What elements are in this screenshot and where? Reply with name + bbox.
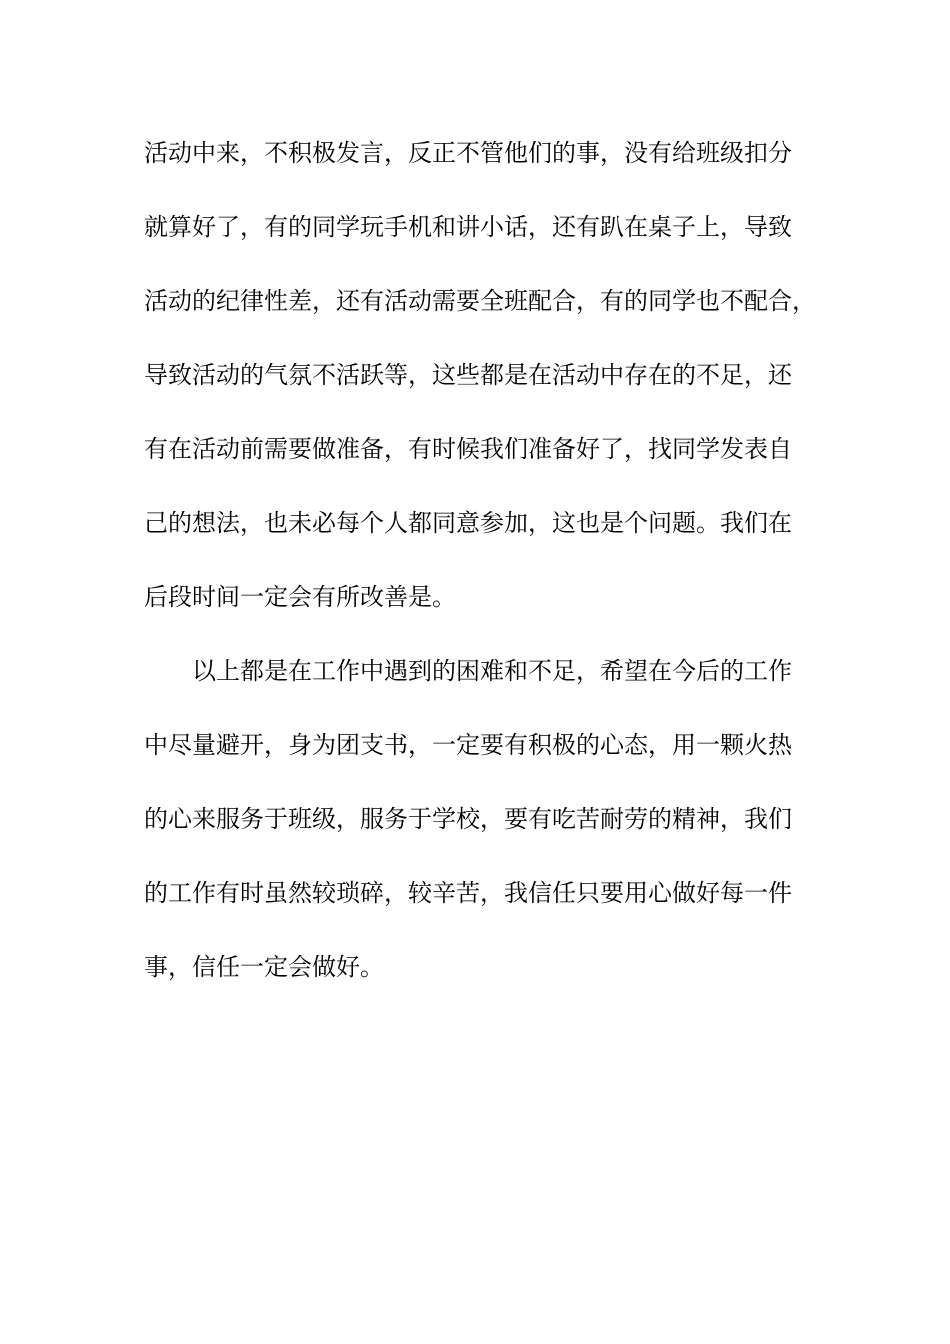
text-line: 后段时间一定会有所改善是。 [144,583,456,611]
text-line: 己的想法，也未必每个人都同意参加，这也是个问题。我们在 [144,509,792,537]
text-line: 有在活动前需要做准备，有时候我们准备好了，找同学发表自 [144,435,792,463]
text-line: 中尽量避开，身为团支书，一定要有积极的心态，用一颗火热 [144,731,792,759]
body-text [144,128,824,1016]
text-line: 活动中来，不积极发言，反正不管他们的事，没有给班级扣分 [144,139,792,167]
text-line: 导致活动的气氛不活跃等，这些都是在活动中存在的不足，还 [144,361,792,389]
text-line: 的心来服务于班级，服务于学校，要有吃苦耐劳的精神，我们 [144,805,792,833]
text-line: 的工作有时虽然较琐碎，较辛苦，我信任只要用心做好每一件 [144,879,792,907]
paragraph-first-line: 以上都是在工作中遇到的困难和不足，希望在今后的工作 [192,657,792,685]
text-line: 事，信任一定会做好。 [144,953,384,981]
text-line: 活动的纪律性差，还有活动需要全班配合，有的同学也不配合， [144,287,816,315]
text-line: 就算好了，有的同学玩手机和讲小话，还有趴在桌子上，导致 [144,213,792,241]
